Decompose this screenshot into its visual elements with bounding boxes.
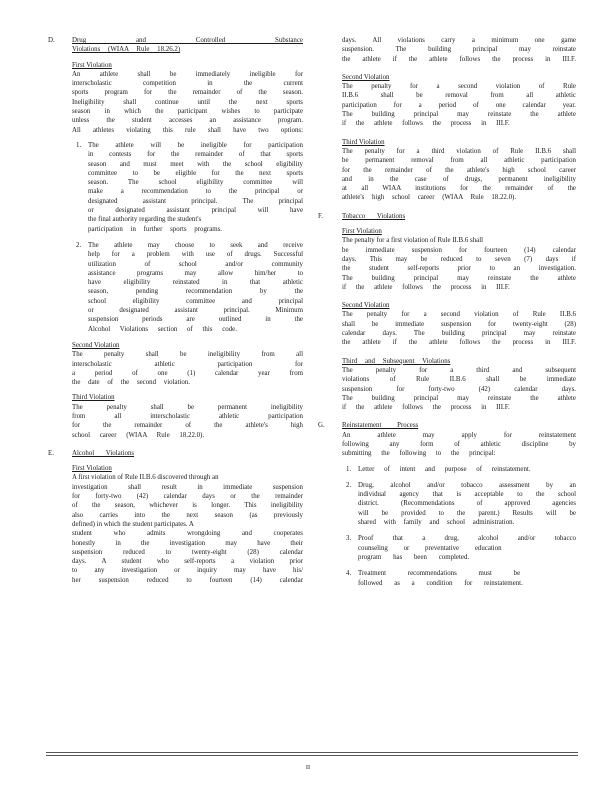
- list-item-line: in contests for the remainder of that sports: [88, 151, 303, 159]
- f-first-line: days. This may be reduced to seven (7) days if: [342, 255, 576, 263]
- f-first-violation-heading: First Violation: [342, 228, 382, 236]
- e-first-line: days. A student who self-reports a violation prior: [72, 558, 303, 566]
- left-column: [48, 36, 303, 585]
- d-first-line: Ineligibility shall continue until the next sports: [72, 98, 303, 106]
- list-item-line: The athlete will be ineligible for participation: [88, 141, 303, 149]
- e-second-line: The penalty for a second violation of Rule: [342, 83, 576, 91]
- d-second-line: the date of the second violation.: [72, 379, 191, 387]
- d-third-violation-heading: Third Violation: [72, 394, 115, 402]
- list-item-line: season. The school eligibility committee will: [88, 179, 303, 187]
- list-item-line: make a recommendation to the principal or: [88, 188, 303, 196]
- e-first-line: to any investigation or inquiry may have his/: [72, 567, 303, 575]
- list-item: [342, 569, 576, 588]
- section-e-letter: E.: [48, 449, 54, 457]
- d-third-line: for the remainder of the athlete's high: [72, 422, 303, 430]
- e-first-line: for forty-two (42) calendar days or the remainder: [72, 493, 303, 501]
- e-cont-line: days. All violations carry a minimum one game: [342, 37, 576, 44]
- section-e-continued: [330, 36, 576, 203]
- list-item-line: counseling or preventative education: [358, 544, 502, 552]
- section-f-title: Tobacco Violations: [342, 212, 406, 220]
- d-second-violation-heading: Second Violation: [72, 341, 120, 349]
- e-second-line: II.B.6 shall be removal from all athletic: [342, 92, 576, 100]
- list-item-number: 3.: [346, 535, 352, 543]
- section-d-title-line-2: Violations (WIAA Rule 18.26.2): [72, 46, 181, 54]
- list-item-number: 2.: [346, 481, 352, 489]
- list-item-line: individual agency that is acceptable to the school: [358, 491, 576, 499]
- e-third-line: athlete's high school career (WIAA Rule 18.22.0).: [342, 194, 517, 202]
- footer-rule-top: [46, 752, 578, 753]
- e-first-line: A first violation of Rule II.B.6 discovered through an: [72, 474, 219, 482]
- list-item-line: help for a problem with use of drugs. Successful: [88, 251, 303, 259]
- e-third-violation-heading: Third Violation: [342, 138, 385, 146]
- list-item-line: suspension periods are outlined in the: [88, 316, 303, 324]
- page-number: II: [305, 764, 311, 771]
- f-first-line: the student self-reports prior to an investigation.: [342, 265, 576, 273]
- list-item-line: or designated assistant principal will have: [88, 207, 303, 215]
- list-item-number: 2.: [76, 241, 82, 249]
- e-third-line: be permanent removal from all athletic participation: [342, 157, 576, 165]
- section-g-title: Reinstatement Process: [342, 422, 419, 430]
- list-item: [72, 241, 303, 334]
- e-third-line: for the remainder of the athlete's high school career: [342, 166, 576, 174]
- list-item-line: district. (Recommendations of approved agencies: [358, 500, 576, 508]
- list-item: [342, 534, 576, 562]
- f-second-line: calendar days. The building principal may reinstate: [342, 330, 576, 338]
- d-second-line: The penalty shall be ineligibility from all: [72, 351, 303, 359]
- right-column: [318, 36, 576, 595]
- list-item: [342, 465, 576, 474]
- d-first-line: interscholastic competition in the current: [72, 80, 303, 88]
- d-options-list: [72, 141, 303, 334]
- e-cont-line: suspension. The building principal may reinstate: [342, 46, 576, 54]
- list-item-line: school eligibility committee and principal: [88, 297, 303, 305]
- list-item-number: 1.: [346, 465, 352, 473]
- e-first-line: of the season, whichever is longer. This ineligibility: [72, 502, 303, 510]
- f-first-line: be immediate suspension for fourteen (14) calendar: [342, 246, 576, 254]
- d-first-violation-heading: First Violation: [72, 61, 112, 69]
- list-item-line: The athlete may choose to seek and receive: [88, 241, 303, 249]
- list-item-line: Alcohol Violations section of this code.: [88, 325, 237, 333]
- d-first-line: unless the student accesses an assistance program.: [72, 117, 303, 125]
- e-second-line: if the athlete follows the process in III.F.: [342, 120, 510, 128]
- d-first-line: season in which the participant wishes to participate: [72, 108, 303, 116]
- f-second-line: The penalty for a second violation of Rule II.B.6: [342, 311, 576, 319]
- list-item-line: have eligibility reinstated in that athletic: [88, 279, 303, 287]
- f-third-line: violations of Rule II.B.6 shall be immediate: [342, 376, 576, 384]
- list-item-line: will be provided to the parent.) Results will be: [358, 509, 576, 517]
- list-item-line: participation in further sports programs.: [88, 225, 223, 233]
- e-first-violation-heading: First Violation: [72, 465, 112, 473]
- d-first-line: An athlete shall be immediately ineligible for: [72, 70, 303, 78]
- e-first-line: honestly in the investigation may have their: [72, 539, 303, 547]
- section-d: [48, 36, 303, 440]
- f-third-line: The penalty for a third and subsequent: [342, 366, 576, 374]
- e-third-line: at all WIAA institutions for the remainder of the: [342, 185, 576, 193]
- e-first-line: defined) in which the student participates. A: [72, 520, 194, 528]
- footer-rule-bottom: [46, 755, 578, 756]
- list-item: [72, 141, 303, 234]
- f-first-line: The building principal may reinstate the athlete: [342, 274, 576, 282]
- e-second-line: The building principal may reinstate the athlete: [342, 111, 576, 119]
- f-second-line: shall be immediate suspension for twenty-eight (28): [342, 320, 576, 328]
- e-third-line: and in the case of drugs, permanent ineligibility: [342, 175, 576, 183]
- section-d-title-line-1: Drug and Controlled Substance: [72, 37, 303, 44]
- d-first-line: sports program for the remainder of the season.: [72, 89, 303, 97]
- list-item-line: shared with family and school administration.: [358, 519, 515, 527]
- list-item-line: assistance programs may allow him/her to: [88, 269, 303, 277]
- g-line: following any form of athletic discipline by: [342, 440, 576, 448]
- section-f-letter: F.: [318, 212, 324, 220]
- d-third-line: school career (WIAA Rule 18.22.0).: [72, 431, 205, 439]
- e-second-violation-heading: Second Violation: [342, 73, 390, 81]
- f-second-violation-heading: Second Violation: [342, 302, 390, 310]
- list-item-number: 1.: [76, 141, 82, 149]
- list-item-line: or designated assistant principal. Minimum: [88, 307, 303, 315]
- g-line: submitting the following to the principal:: [342, 450, 496, 458]
- d-second-line: interscholastic athletic participation for: [72, 360, 303, 368]
- e-first-line: also carries into the next season (as previously: [72, 511, 303, 519]
- f-third-violation-heading: Third and Subsequent Violations: [342, 357, 451, 365]
- list-item-line: season, pending recommendation by the: [88, 288, 303, 296]
- f-first-line: The penalty for a first violation of Rule II.B.6 shall: [342, 237, 484, 245]
- e-third-line: The penalty for a third violation of Rule II.B.6 shall: [342, 147, 576, 155]
- list-item-line: utilization of school and/or community: [88, 260, 303, 268]
- list-item-line: Drug, alcohol and/or tobacco assessment by an: [358, 481, 576, 489]
- d-second-line: a period of one (1) calendar year from: [72, 369, 303, 377]
- list-item-line: season and must meet with the school eligibility: [88, 160, 303, 168]
- e-second-line: participation for a period of one calendar year.: [342, 101, 576, 109]
- d-first-line: All athletes violating this rule shall have two options:: [72, 126, 303, 134]
- list-item-line: the final authority regarding the student's: [88, 216, 202, 224]
- f-third-line: suspension for forty-two (42) calendar days.: [342, 385, 576, 393]
- f-second-line: the athlete if the athlete follows the process in III.F.: [342, 339, 576, 347]
- section-g: [318, 421, 576, 587]
- list-item-number: 4.: [346, 570, 352, 578]
- g-line: An athlete may apply for reinstatement: [342, 431, 576, 439]
- f-third-line: The building principal may reinstate the athlete: [342, 394, 576, 402]
- section-e: [48, 449, 303, 585]
- d-third-line: from all interscholastic athletic participation: [72, 412, 303, 420]
- f-third-line: if the athlete follows the process in III.F.: [342, 404, 510, 412]
- e-first-line: suspension reduced to twenty-eight (28) calendar: [72, 548, 303, 556]
- list-item-line: Treatment recommendations must be: [358, 570, 521, 578]
- list-item-line: program has been completed.: [358, 553, 470, 561]
- section-e-title: Alcohol Violations: [72, 449, 135, 457]
- e-first-line: her suspension reduced to fourteen (14) calendar: [72, 576, 303, 584]
- list-item-line: designated assistant principal. The principal: [88, 197, 303, 205]
- section-f: [318, 212, 576, 413]
- e-first-line: student who admits wrongdoing and cooperates: [72, 530, 303, 538]
- d-third-line: The penalty shall be permanent ineligibility: [72, 403, 303, 411]
- section-g-letter: G.: [318, 422, 325, 430]
- list-item-line: committee to be eligible for the next sports: [88, 169, 303, 177]
- list-item: [342, 481, 576, 527]
- f-first-line: if the athlete follows the process in III.F.: [342, 283, 510, 291]
- g-requirements-list: [342, 465, 576, 588]
- e-cont-line: the athlete if the athlete follows the process in III.F.: [342, 55, 576, 63]
- section-d-letter: D.: [48, 37, 55, 44]
- list-item-line: Proof that a drug, alcohol and/or tobacco: [358, 535, 576, 543]
- e-first-line: investigation shall result in immediate suspension: [72, 483, 303, 491]
- list-item-line: Letter of intent and purpose of reinstatement.: [358, 465, 531, 473]
- list-item-line: followed as a condition for reinstatement.: [358, 579, 523, 587]
